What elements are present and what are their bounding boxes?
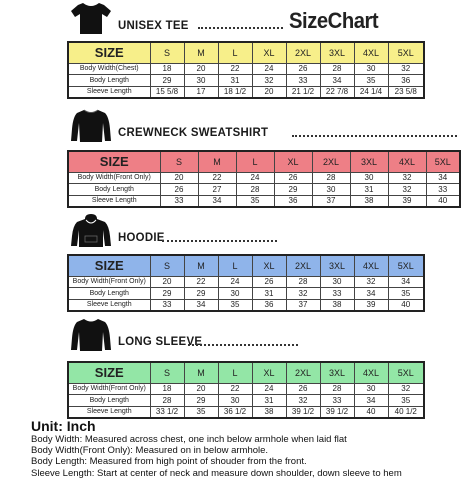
size-column-header: XL — [252, 362, 286, 383]
size-column-header: 2XL — [286, 362, 320, 383]
measurement-value: 31 — [218, 75, 252, 87]
measurement-value: 18 — [150, 63, 184, 75]
measurement-value: 31 — [252, 395, 286, 407]
measurement-value: 35 — [184, 406, 218, 418]
size-header-cell: SIZE — [68, 151, 160, 172]
section-header — [70, 214, 465, 248]
measurement-value: 38 — [350, 195, 388, 207]
measurement-value: 39 1/2 — [286, 406, 320, 418]
size-column-header: XL — [252, 42, 286, 63]
measurement-value: 30 — [218, 288, 252, 300]
measurement-value: 24 1/4 — [354, 86, 388, 98]
section-header — [70, 318, 465, 352]
size-column-header: 2XL — [312, 151, 350, 172]
measurement-value: 22 — [218, 63, 252, 75]
measurement-value: 18 — [150, 383, 184, 395]
size-column-header: 3XL — [320, 42, 354, 63]
size-column-header: XL — [252, 255, 286, 276]
dotted-leader — [292, 135, 457, 137]
measurement-value: 20 — [184, 383, 218, 395]
measurement-value: 28 — [286, 276, 320, 288]
size-column-header: S — [150, 362, 184, 383]
measurement-value: 36 — [274, 195, 312, 207]
note-body-width-front: Body Width(Front Only): Measured on in below armhole. — [31, 445, 269, 457]
measurement-value: 20 — [150, 276, 184, 288]
size-column-header: L — [218, 255, 252, 276]
size-table — [67, 41, 425, 99]
measurement-value: 34 — [320, 75, 354, 87]
measurement-value: 22 — [184, 276, 218, 288]
measurement-value: 30 — [320, 276, 354, 288]
measurement-value: 26 — [160, 184, 198, 196]
measurement-value: 37 — [312, 195, 350, 207]
sweatshirt-icon — [70, 109, 112, 143]
measurement-value: 32 — [388, 172, 426, 184]
measurement-value: 18 1/2 — [218, 86, 252, 98]
size-header-cell: SIZE — [68, 42, 150, 63]
measurement-value: 32 — [286, 395, 320, 407]
measurement-value: 28 — [236, 184, 274, 196]
measurement-value: 30 — [312, 184, 350, 196]
size-column-header: 5XL — [426, 151, 460, 172]
measurement-value: 35 — [354, 75, 388, 87]
size-column-header: XL — [274, 151, 312, 172]
measurement-value: 39 — [354, 299, 388, 311]
measurement-value: 23 5/8 — [388, 86, 424, 98]
measurement-value: 36 1/2 — [218, 406, 252, 418]
measurement-value: 28 — [150, 395, 184, 407]
size-column-header: 4XL — [354, 362, 388, 383]
size-column-header: 4XL — [354, 255, 388, 276]
measurement-value: 27 — [198, 184, 236, 196]
size-column-header: 3XL — [350, 151, 388, 172]
size-table — [67, 361, 425, 419]
size-column-header: 5XL — [388, 255, 424, 276]
measurement-value: 17 — [184, 86, 218, 98]
section-title: HOODIE — [118, 230, 165, 244]
measurement-value: 34 — [184, 299, 218, 311]
measurement-value: 34 — [426, 172, 460, 184]
note-sleeve-length: Sleeve Length: Start at center of neck and measure down shoulder, down sleeve to hem — [31, 467, 402, 479]
table-row — [68, 299, 424, 311]
measurement-value: 20 — [252, 86, 286, 98]
measurement-label: Sleeve Length — [68, 86, 150, 98]
measurement-value: 38 — [252, 406, 286, 418]
measurement-value: 34 — [354, 395, 388, 407]
measurement-label: Body Length — [68, 288, 150, 300]
measurement-value: 33 — [150, 299, 184, 311]
measurement-value: 38 — [320, 299, 354, 311]
size-column-header: 2XL — [286, 42, 320, 63]
size-column-header: L — [218, 362, 252, 383]
table-row — [68, 63, 424, 75]
measurement-value: 33 — [320, 395, 354, 407]
measurement-value: 35 — [388, 395, 424, 407]
measurement-value: 40 1/2 — [388, 406, 424, 418]
size-column-header: S — [150, 255, 184, 276]
size-column-header: M — [184, 42, 218, 63]
section-title: LONG SLEEVE — [118, 334, 203, 348]
table-row — [68, 172, 460, 184]
measurement-label: Body Length — [68, 184, 160, 196]
measurement-value: 34 — [388, 276, 424, 288]
measurement-value: 29 — [150, 75, 184, 87]
measurement-value: 28 — [320, 383, 354, 395]
measurement-value: 40 — [426, 195, 460, 207]
table-row — [68, 383, 424, 395]
measurement-value: 34 — [354, 288, 388, 300]
measurement-value: 30 — [350, 172, 388, 184]
measurement-value: 29 — [274, 184, 312, 196]
measurement-value: 33 — [426, 184, 460, 196]
measurement-value: 22 7/8 — [320, 86, 354, 98]
measurement-label: Body Length — [68, 75, 150, 87]
measurement-value: 30 — [218, 395, 252, 407]
measurement-value: 33 — [286, 75, 320, 87]
measurement-value: 28 — [320, 63, 354, 75]
measurement-value: 39 1/2 — [320, 406, 354, 418]
measurement-value: 36 — [252, 299, 286, 311]
measurement-value: 33 — [320, 288, 354, 300]
measurement-value: 40 — [388, 299, 424, 311]
section-title: CREWNECK SWEATSHIRT — [118, 125, 269, 139]
measurement-value: 30 — [354, 63, 388, 75]
note-body-length: Body Length: Measured from high point of shouder from the front. — [31, 456, 307, 468]
measurement-value: 31 — [350, 184, 388, 196]
size-column-header: M — [184, 362, 218, 383]
measurement-label: Body Width(Front Only) — [68, 172, 160, 184]
size-column-header: S — [160, 151, 198, 172]
measurement-value: 22 — [198, 172, 236, 184]
measurement-value: 24 — [218, 276, 252, 288]
dotted-leader — [188, 344, 298, 346]
measurement-value: 35 — [236, 195, 274, 207]
tshirt-icon — [70, 1, 112, 35]
table-row — [68, 406, 424, 418]
measurement-value: 15 5/8 — [150, 86, 184, 98]
measurement-label: Sleeve Length — [68, 299, 150, 311]
measurement-value: 40 — [354, 406, 388, 418]
dotted-leader — [162, 240, 277, 242]
table-row — [68, 395, 424, 407]
table-header-row — [68, 362, 424, 383]
table-row — [68, 195, 460, 207]
measurement-value: 30 — [184, 75, 218, 87]
section-header — [70, 1, 465, 35]
measurement-value: 35 — [218, 299, 252, 311]
table-row — [68, 288, 424, 300]
section-title: UNISEX TEE — [118, 18, 189, 32]
note-body-width: Body Width: Measured across chest, one inch below armhole when laid flat — [31, 434, 347, 445]
size-column-header: M — [198, 151, 236, 172]
size-chart-title: SizeChart — [289, 8, 379, 33]
measurement-value: 21 1/2 — [286, 86, 320, 98]
measurement-value: 29 — [184, 395, 218, 407]
measurement-value: 31 — [252, 288, 286, 300]
measurement-value: 39 — [388, 195, 426, 207]
table-header-row — [68, 42, 424, 63]
size-column-header: 5XL — [388, 362, 424, 383]
measurement-value: 32 — [286, 288, 320, 300]
hoodie-icon — [70, 214, 112, 248]
long-sleeve-icon — [70, 318, 112, 352]
table-row — [68, 86, 424, 98]
measurement-value: 32 — [252, 75, 286, 87]
size-column-header: S — [150, 42, 184, 63]
measurement-value: 32 — [354, 276, 388, 288]
measurement-notes — [31, 418, 463, 479]
table-row — [68, 184, 460, 196]
measurement-label: Body Width(Front Only) — [68, 383, 150, 395]
size-column-header: M — [184, 255, 218, 276]
measurement-value: 28 — [312, 172, 350, 184]
size-header-cell: SIZE — [68, 362, 150, 383]
size-column-header: 2XL — [286, 255, 320, 276]
size-column-header: 4XL — [388, 151, 426, 172]
measurement-value: 26 — [286, 383, 320, 395]
measurement-value: 37 — [286, 299, 320, 311]
measurement-value: 20 — [160, 172, 198, 184]
measurement-value: 33 — [160, 195, 198, 207]
table-header-row — [68, 151, 460, 172]
measurement-value: 36 — [388, 75, 424, 87]
measurement-value: 30 — [354, 383, 388, 395]
section-header — [70, 109, 465, 143]
measurement-value: 29 — [184, 288, 218, 300]
measurement-label: Body Length — [68, 395, 150, 407]
size-header-cell: SIZE — [68, 255, 150, 276]
measurement-value: 24 — [252, 63, 286, 75]
size-column-header: 3XL — [320, 255, 354, 276]
table-row — [68, 276, 424, 288]
size-table — [67, 150, 461, 208]
measurement-label: Sleeve Length — [68, 195, 160, 207]
measurement-value: 32 — [388, 63, 424, 75]
measurement-value: 32 — [388, 184, 426, 196]
measurement-value: 24 — [236, 172, 274, 184]
measurement-value: 34 — [198, 195, 236, 207]
table-row — [68, 75, 424, 87]
measurement-label: Sleeve Length — [68, 406, 150, 418]
measurement-value: 20 — [184, 63, 218, 75]
measurement-value: 26 — [274, 172, 312, 184]
size-column-header: L — [218, 42, 252, 63]
measurement-value: 24 — [252, 383, 286, 395]
size-column-header: 4XL — [354, 42, 388, 63]
size-column-header: L — [236, 151, 274, 172]
size-table — [67, 254, 425, 312]
measurement-value: 26 — [252, 276, 286, 288]
measurement-value: 26 — [286, 63, 320, 75]
measurement-label: Body Width(Front Only) — [68, 276, 150, 288]
measurement-value: 32 — [388, 383, 424, 395]
table-header-row — [68, 255, 424, 276]
measurement-label: Body Width(Chest) — [68, 63, 150, 75]
measurement-value: 33 1/2 — [150, 406, 184, 418]
measurement-value: 22 — [218, 383, 252, 395]
unit-title: Unit: Inch — [31, 418, 96, 434]
size-column-header: 5XL — [388, 42, 424, 63]
measurement-value: 35 — [388, 288, 424, 300]
measurement-value: 29 — [150, 288, 184, 300]
dotted-leader — [198, 27, 283, 29]
size-column-header: 3XL — [320, 362, 354, 383]
